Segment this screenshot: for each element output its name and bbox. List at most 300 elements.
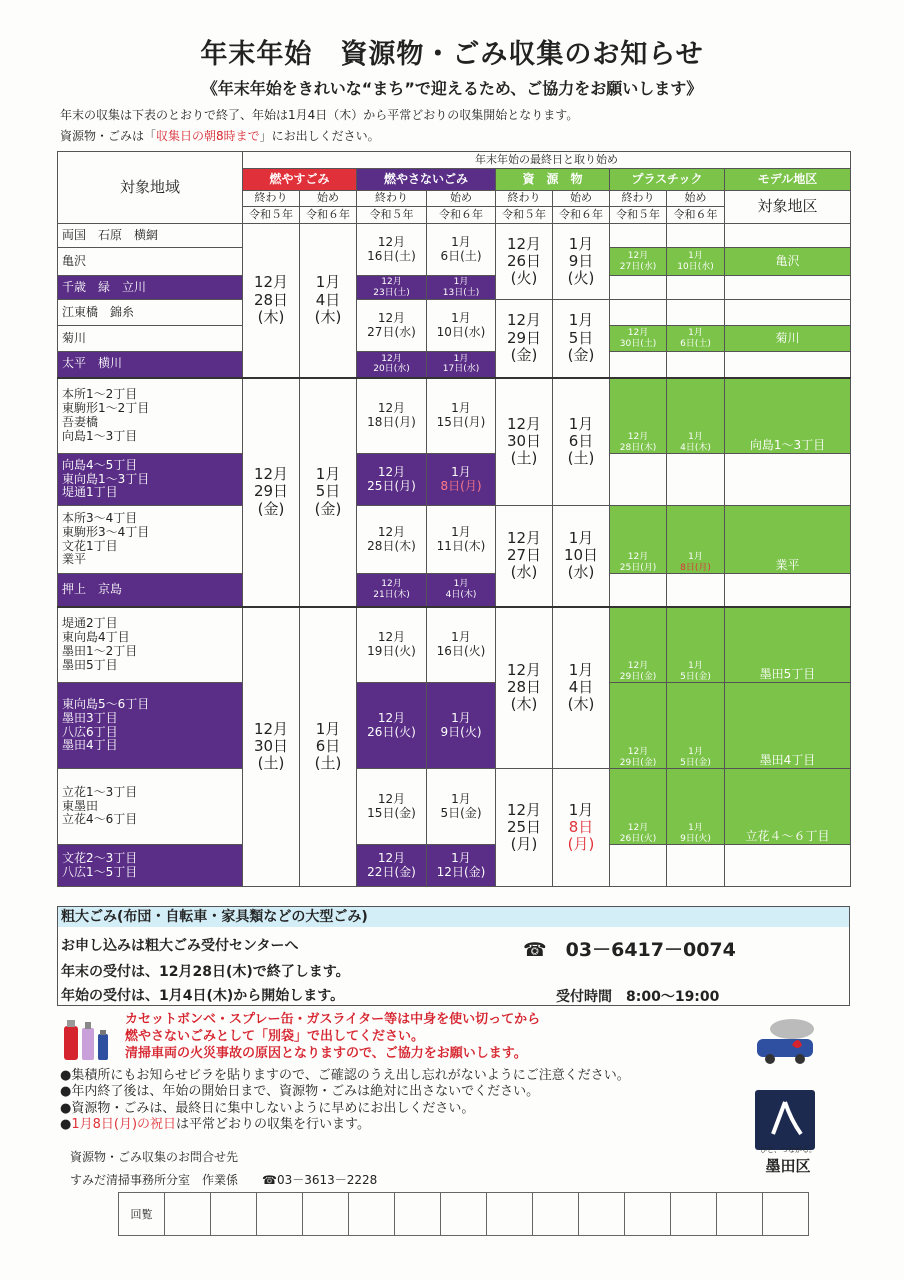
area-cell bbox=[58, 607, 243, 683]
date: 25日(月) bbox=[367, 478, 416, 493]
area-cell bbox=[58, 378, 243, 454]
rs-start bbox=[553, 300, 610, 378]
pl-empty bbox=[610, 454, 667, 506]
pl-empty bbox=[610, 224, 667, 248]
area-name: 本所1～2丁目 bbox=[62, 387, 138, 402]
area-name: 文花1丁目 bbox=[62, 538, 118, 553]
date: 23日(土) bbox=[373, 287, 410, 298]
date: (木) bbox=[257, 307, 285, 326]
nb-end bbox=[357, 683, 427, 769]
model-area-header: 対象地区 bbox=[725, 191, 851, 224]
bulky-hours: 受付時間 8:00～19:00 bbox=[556, 989, 720, 1005]
area-cell bbox=[58, 454, 243, 506]
area-name: 東墨田 bbox=[62, 798, 99, 813]
date: (水) bbox=[567, 563, 595, 582]
area-cell bbox=[58, 506, 243, 574]
nb-end bbox=[357, 769, 427, 845]
date: 12日(金) bbox=[436, 864, 486, 879]
date: 12月 bbox=[506, 311, 542, 330]
date: 26日(火) bbox=[619, 833, 657, 844]
date: 1月 bbox=[451, 710, 471, 725]
date: 12月 bbox=[506, 414, 542, 433]
stamp-box bbox=[441, 1193, 487, 1236]
date: (木) bbox=[567, 695, 595, 714]
date: 1月 bbox=[451, 791, 471, 806]
pl-empty bbox=[667, 845, 725, 887]
date: 12月 bbox=[377, 791, 406, 806]
area-name: 墨田1～2丁目 bbox=[62, 643, 138, 658]
pl-start bbox=[667, 683, 725, 769]
date: 1月 bbox=[688, 328, 703, 339]
area-name: 本所3～4丁目 bbox=[62, 510, 138, 525]
logo-ward-name: 墨田区 bbox=[765, 1157, 811, 1175]
nb-start bbox=[427, 574, 496, 607]
date: 19日(火) bbox=[367, 643, 416, 658]
contact-info bbox=[70, 1146, 377, 1192]
date: 6日 bbox=[568, 432, 594, 451]
date: 12月 bbox=[627, 552, 649, 563]
date: 4日 bbox=[568, 678, 594, 697]
intro2-highlight: 収集日の朝8時まで bbox=[156, 129, 260, 143]
cat-resource: 資 源 物 bbox=[496, 169, 610, 191]
burn-end bbox=[243, 607, 300, 887]
date: 1月 bbox=[451, 850, 471, 865]
rs-start bbox=[553, 607, 610, 769]
date: 12月 bbox=[381, 353, 402, 364]
pl-empty bbox=[725, 276, 851, 300]
note-item: ●集積所にもお知らせビラを貼りますので、ご確認のうえ出し忘れがないようにご注意ください。 bbox=[60, 1068, 630, 1083]
pl-end bbox=[610, 248, 667, 276]
burn-end bbox=[243, 224, 300, 378]
date: 12月 bbox=[253, 273, 289, 292]
nb-start bbox=[427, 300, 496, 352]
bulky-newyear: 年始の受付は、1月4日(木)から開始します。 bbox=[61, 988, 345, 1004]
date: 27日(水) bbox=[619, 261, 657, 272]
nb-end bbox=[357, 574, 427, 607]
note-item bbox=[60, 1117, 630, 1133]
area-name: 東向島5～6丁目 bbox=[62, 696, 150, 711]
date: 6日(土) bbox=[440, 248, 482, 263]
area-cell: 押上 京島 bbox=[58, 574, 243, 607]
stamp-box bbox=[579, 1193, 625, 1236]
area-cell: 千歳 緑 立川 bbox=[58, 276, 243, 300]
circulation-stamp-row bbox=[118, 1192, 809, 1236]
date: (水) bbox=[510, 563, 538, 582]
note-bullet: ● bbox=[60, 1116, 72, 1132]
date: 28日 bbox=[253, 290, 289, 309]
date: 27日 bbox=[506, 546, 542, 565]
area-name: 業平 bbox=[62, 552, 87, 567]
area-cell bbox=[58, 845, 243, 887]
area-cell bbox=[58, 683, 243, 769]
rs-end bbox=[496, 378, 553, 506]
nb-start bbox=[427, 454, 496, 506]
pl-start bbox=[667, 378, 725, 454]
area-cell: 江東橋 錦糸 bbox=[58, 300, 243, 326]
date: 30日(土) bbox=[619, 338, 657, 349]
cat-plastic: プラスチック bbox=[610, 169, 725, 191]
nb-start bbox=[427, 378, 496, 454]
date: 1月 bbox=[451, 310, 471, 325]
date: 8日 bbox=[568, 817, 594, 836]
date: 8日(月) bbox=[440, 478, 482, 493]
date: 13日(土) bbox=[442, 287, 480, 298]
area-cell: 両国 石原 横網 bbox=[58, 224, 243, 248]
date: (金) bbox=[314, 499, 342, 518]
area-cell: 亀沢 bbox=[58, 248, 243, 276]
area-name: 向島4～5丁目 bbox=[62, 457, 138, 472]
pl-empty bbox=[725, 845, 851, 887]
model-area: 向島1～3丁目 bbox=[725, 378, 851, 454]
date: 1月 bbox=[568, 660, 594, 679]
nb-start bbox=[427, 607, 496, 683]
date: 12月 bbox=[377, 400, 406, 415]
date: 4日 bbox=[315, 290, 341, 309]
pl-empty bbox=[667, 300, 725, 326]
date: (木) bbox=[510, 695, 538, 714]
pl-empty bbox=[610, 300, 667, 326]
area-header: 対象地域 bbox=[58, 152, 243, 224]
date: (金) bbox=[510, 345, 538, 364]
date: 12月 bbox=[381, 277, 402, 288]
stamp-box bbox=[303, 1193, 349, 1236]
date: 17日(水) bbox=[442, 364, 480, 375]
model-area: 立花４～６丁目 bbox=[725, 769, 851, 845]
bulky-apply: お申し込みは粗大ごみ受付センターへ bbox=[61, 938, 299, 954]
area-name: 墨田4丁目 bbox=[62, 738, 118, 753]
pl-start bbox=[667, 607, 725, 683]
date: 12月 bbox=[506, 234, 542, 253]
pl-empty bbox=[667, 574, 725, 607]
pl-empty bbox=[610, 574, 667, 607]
area-cell bbox=[58, 769, 243, 845]
date: 5日(金) bbox=[680, 671, 711, 682]
nb-end bbox=[357, 300, 427, 352]
date: 16日(火) bbox=[436, 643, 486, 658]
date: 22日(金) bbox=[367, 864, 416, 879]
stamp-box bbox=[211, 1193, 257, 1236]
area-cell: 太平 横川 bbox=[58, 352, 243, 378]
rs-end bbox=[496, 607, 553, 769]
logo-tagline: ひと、つながる。 bbox=[760, 1146, 816, 1154]
rs-end bbox=[496, 224, 553, 300]
bulky-waste-box bbox=[57, 906, 850, 1006]
burn-start bbox=[300, 607, 357, 887]
stamp-box bbox=[349, 1193, 395, 1236]
h-start: 始め bbox=[427, 191, 496, 207]
area-name: 立花4～6丁目 bbox=[62, 812, 138, 827]
area-name: 東向島4丁目 bbox=[62, 629, 130, 644]
date: 28日 bbox=[506, 678, 542, 697]
date: (土) bbox=[567, 449, 595, 468]
date: (土) bbox=[314, 754, 342, 773]
pl-end bbox=[610, 607, 667, 683]
area-name: 東向島1～3丁目 bbox=[62, 471, 150, 486]
model-area: 菊川 bbox=[725, 326, 851, 352]
burn-end bbox=[243, 378, 300, 607]
nb-end bbox=[357, 845, 427, 887]
date: 1月 bbox=[688, 661, 703, 672]
date: 12月 bbox=[253, 719, 289, 738]
contact-title: 資源物・ごみ収集のお問合せ先 bbox=[70, 1150, 239, 1164]
area-name: 堤通2丁目 bbox=[62, 616, 118, 631]
date: 28日(木) bbox=[367, 538, 416, 553]
date: 25日(月) bbox=[619, 562, 657, 573]
date: (金) bbox=[567, 345, 595, 364]
h-r5: 令和５年 bbox=[496, 207, 553, 224]
nb-start bbox=[427, 352, 496, 378]
date: 10日 bbox=[563, 546, 599, 565]
area-name: 立花1～3丁目 bbox=[62, 784, 138, 799]
h-end: 終わり bbox=[496, 191, 553, 207]
rs-start bbox=[553, 769, 610, 887]
date: 30日 bbox=[506, 432, 542, 451]
date: 12月 bbox=[506, 528, 542, 547]
date: 12月 bbox=[377, 524, 406, 539]
date: 1月 bbox=[453, 277, 469, 288]
date: 12月 bbox=[627, 823, 649, 834]
nb-end bbox=[357, 276, 427, 300]
h-r6: 令和６年 bbox=[300, 207, 357, 224]
stamp-box bbox=[671, 1193, 717, 1236]
area-name: 堤通1丁目 bbox=[62, 485, 118, 500]
date: 29日 bbox=[506, 328, 542, 347]
date: 9日 bbox=[568, 251, 594, 270]
pl-empty bbox=[610, 845, 667, 887]
stamp-box bbox=[487, 1193, 533, 1236]
h-r6: 令和６年 bbox=[553, 207, 610, 224]
date: 12月 bbox=[627, 328, 649, 339]
kairan-label: 回覧 bbox=[119, 1193, 165, 1236]
date: 1月 bbox=[451, 524, 471, 539]
h-end: 終わり bbox=[243, 191, 300, 207]
pl-end bbox=[610, 769, 667, 845]
date: 11日(木) bbox=[436, 538, 486, 553]
date: 9日(火) bbox=[440, 724, 482, 739]
date: 12月 bbox=[627, 661, 649, 672]
area-name: 向島1～3丁目 bbox=[62, 428, 138, 443]
model-area: 業平 bbox=[725, 506, 851, 574]
area-name: 東駒形3～4丁目 bbox=[62, 524, 150, 539]
date: 1月 bbox=[568, 414, 594, 433]
contact-office: すみだ清掃事務所分室 作業係 ☎03－3613－2228 bbox=[70, 1172, 378, 1187]
date: 1月 bbox=[568, 234, 594, 253]
schedule-table bbox=[57, 151, 851, 887]
cat-model: モデル地区 bbox=[725, 169, 851, 191]
date: 6日(土) bbox=[680, 338, 711, 349]
pl-empty bbox=[610, 352, 667, 378]
model-area: 墨田4丁目 bbox=[725, 683, 851, 769]
date: 12月 bbox=[377, 629, 406, 644]
area-name: 八広1～5丁目 bbox=[62, 864, 138, 879]
date: 10日(水) bbox=[677, 261, 714, 272]
nb-end bbox=[357, 454, 427, 506]
date: 5日 bbox=[568, 328, 594, 347]
warning-line: 燃やさないごみとして「別袋」で出してください。 bbox=[125, 1028, 425, 1044]
nb-end bbox=[357, 506, 427, 574]
stamp-box bbox=[395, 1193, 441, 1236]
stamp-box bbox=[763, 1193, 809, 1236]
stamp-box bbox=[165, 1193, 211, 1236]
date: 4日(木) bbox=[445, 589, 477, 600]
h-start: 始め bbox=[667, 191, 725, 207]
date: 1月 bbox=[315, 465, 341, 484]
area-name: 墨田5丁目 bbox=[62, 657, 118, 672]
rs-start bbox=[553, 224, 610, 300]
date: 1月 bbox=[315, 273, 341, 292]
date: 9日(火) bbox=[680, 833, 711, 844]
model-area: 亀沢 bbox=[725, 248, 851, 276]
date: 12月 bbox=[377, 464, 406, 479]
rs-end bbox=[496, 506, 553, 607]
date: 1月 bbox=[451, 464, 471, 479]
stamp-box bbox=[717, 1193, 763, 1236]
intro-deadline bbox=[60, 127, 380, 144]
date: 1月 bbox=[688, 823, 703, 834]
area-name: 東駒形1～2丁目 bbox=[62, 400, 150, 415]
date: 27日(水) bbox=[367, 324, 416, 339]
date: (月) bbox=[567, 835, 595, 854]
date: 6日 bbox=[315, 737, 341, 756]
rs-start bbox=[553, 506, 610, 607]
date: (火) bbox=[567, 269, 595, 288]
pl-end bbox=[610, 506, 667, 574]
nb-start bbox=[427, 506, 496, 574]
spray-can-icon bbox=[62, 1018, 112, 1062]
date: 1月 bbox=[568, 311, 594, 330]
date: 1月 bbox=[688, 251, 703, 262]
h-end: 終わり bbox=[357, 191, 427, 207]
bulky-header: 粗大ごみ(布団・自転車・家具類などの大型ごみ) bbox=[58, 907, 849, 927]
date: 30日 bbox=[253, 737, 289, 756]
date: 8日(月) bbox=[680, 562, 711, 573]
h-start: 始め bbox=[553, 191, 610, 207]
note-holiday: 1月8日(月)の祝日 bbox=[71, 1116, 177, 1132]
date: 12月 bbox=[627, 432, 649, 443]
date: 1月 bbox=[688, 747, 703, 758]
note-item: ●年内終了後は、年始の開始日まで、資源物・ごみは絶対に出さないでください。 bbox=[60, 1084, 540, 1100]
date: 29日(金) bbox=[619, 757, 657, 768]
pl-empty bbox=[725, 224, 851, 248]
nb-start bbox=[427, 845, 496, 887]
date: (金) bbox=[257, 499, 285, 518]
pl-empty bbox=[725, 454, 851, 506]
h-r5: 令和５年 bbox=[357, 207, 427, 224]
date: 12月 bbox=[381, 579, 402, 590]
stamp-box bbox=[533, 1193, 579, 1236]
pl-end bbox=[610, 378, 667, 454]
stamp-box bbox=[625, 1193, 671, 1236]
h-start: 始め bbox=[300, 191, 357, 207]
page-title: 年末年始 資源物・ごみ収集のお知らせ bbox=[200, 39, 704, 70]
date: 29日 bbox=[253, 482, 289, 501]
date: 21日(木) bbox=[373, 589, 410, 600]
date: 1月 bbox=[453, 353, 469, 364]
nb-end bbox=[357, 607, 427, 683]
date: 1月 bbox=[688, 432, 703, 443]
date: 4日(木) bbox=[680, 442, 711, 453]
nb-end bbox=[357, 352, 427, 378]
pl-start bbox=[667, 506, 725, 574]
area-name: 墨田3丁目 bbox=[62, 710, 118, 725]
date: 1月 bbox=[451, 400, 471, 415]
pl-empty bbox=[725, 300, 851, 326]
date: 15日(月) bbox=[436, 414, 486, 429]
intro-text: 年末の収集は下表のとおりで終了、年始は1月4日（木）から平常どおりの収集開始となります。 bbox=[60, 108, 579, 122]
burn-start bbox=[300, 224, 357, 378]
date: 12月 bbox=[377, 310, 406, 325]
page-subtitle: 《年末年始をきれいな“まち”で迎えるため、ご協力をお願いします》 bbox=[201, 79, 703, 98]
bulky-yearend: 年末の受付は、12月28日(木)で終了します。 bbox=[61, 964, 350, 980]
date: (土) bbox=[510, 449, 538, 468]
nb-start bbox=[427, 276, 496, 300]
date: 16日(土) bbox=[367, 248, 416, 263]
h-end: 終わり bbox=[610, 191, 667, 207]
date: 1月 bbox=[568, 528, 594, 547]
h-r6: 令和６年 bbox=[427, 207, 496, 224]
warning-text bbox=[125, 1012, 540, 1063]
rs-end bbox=[496, 769, 553, 887]
group-header: 年末年始の最終日と取り始め bbox=[243, 152, 851, 169]
nb-start bbox=[427, 769, 496, 845]
cat-nonburnable: 燃やさないごみ bbox=[357, 169, 496, 191]
date: 26日(火) bbox=[367, 724, 416, 739]
date: 29日(金) bbox=[619, 671, 657, 682]
pl-end bbox=[610, 683, 667, 769]
pl-end bbox=[610, 326, 667, 352]
pl-start bbox=[667, 326, 725, 352]
pl-empty bbox=[610, 276, 667, 300]
date: 20日(水) bbox=[373, 364, 410, 375]
date: 15日(金) bbox=[367, 805, 416, 820]
burn-start bbox=[300, 378, 357, 607]
date: 12月 bbox=[627, 747, 649, 758]
pl-empty bbox=[667, 352, 725, 378]
note-text: は平常どおりの収集を行います。 bbox=[176, 1116, 370, 1132]
pl-start bbox=[667, 248, 725, 276]
date: 5日(金) bbox=[440, 805, 482, 820]
cat-burnable: 燃やすごみ bbox=[243, 169, 357, 191]
date: (火) bbox=[510, 269, 538, 288]
date: 12月 bbox=[377, 710, 406, 725]
date: (土) bbox=[257, 754, 285, 773]
intro2-post: 」にお出しください。 bbox=[259, 129, 380, 143]
pl-empty bbox=[725, 352, 851, 378]
date: 5日 bbox=[315, 482, 341, 501]
date: 1月 bbox=[451, 629, 471, 644]
note-item: ●資源物・ごみは、最終日に集中しないように早めにお出しください。 bbox=[60, 1100, 475, 1116]
pl-start bbox=[667, 769, 725, 845]
date: 12月 bbox=[506, 800, 542, 819]
date: 28日(木) bbox=[619, 442, 657, 453]
date: 1月 bbox=[688, 552, 703, 563]
date: 5日(金) bbox=[680, 757, 711, 768]
nb-start bbox=[427, 224, 496, 276]
area-name: 文花2～3丁目 bbox=[62, 850, 138, 865]
date: 12月 bbox=[627, 251, 649, 262]
date: 18日(月) bbox=[367, 414, 416, 429]
date: 1月 bbox=[568, 800, 594, 819]
h-r5: 令和５年 bbox=[243, 207, 300, 224]
date: 1月 bbox=[453, 579, 469, 590]
area-name: 八広6丁目 bbox=[62, 724, 118, 739]
stamp-box bbox=[257, 1193, 303, 1236]
date: (木) bbox=[314, 307, 342, 326]
notes-list bbox=[60, 1068, 630, 1133]
date: 25日 bbox=[506, 817, 542, 836]
area-name: 吾妻橋 bbox=[62, 414, 99, 429]
h-r6: 令和６年 bbox=[667, 207, 725, 224]
